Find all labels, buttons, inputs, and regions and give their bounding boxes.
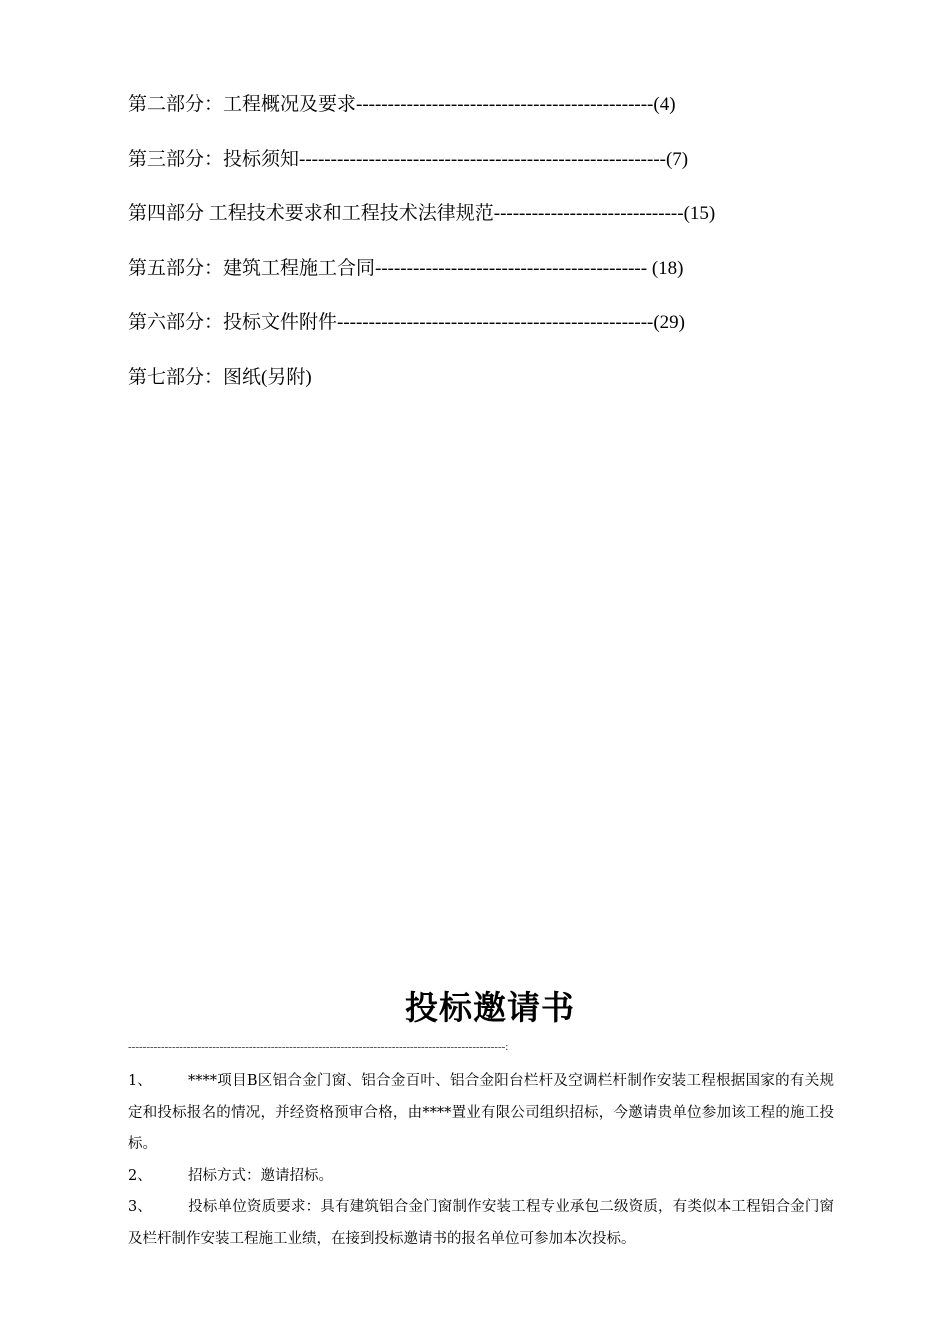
toc-entry-part-6: 第六部分：投标文件附件--------------------------------------------------(29)	[128, 312, 686, 333]
paragraph-number: 1、	[128, 1073, 152, 1089]
page-title: 投标邀请书	[405, 988, 575, 1027]
paragraph-1	[128, 1066, 834, 1161]
paragraph-text: 投标单位资质要求：具有建筑铝合金门窗制作安装工程专业承包二级资质，有类似本工程铝合金门窗及栏杆制作安装工程施工业绩，在接到投标邀请书的报名单位可参加本次投标。	[128, 1199, 834, 1247]
paragraph-2	[128, 1161, 834, 1193]
paragraph-3	[128, 1192, 834, 1255]
toc-entry-part-5: 第五部分：建筑工程施工合同------------------------------------------- (18)	[128, 257, 684, 279]
toc-entry-part-2: 第二部分：工程概况及要求-----------------------------------------------(4)	[128, 94, 676, 115]
paragraph-text: 招标方式：邀请招标。	[188, 1167, 333, 1184]
addressee-line: -------------------------------------------------------------------------------------------------------:	[128, 1041, 509, 1053]
paragraph-number: 3、	[128, 1199, 152, 1215]
toc-entry-part-4: 第四部分 工程技术要求和工程技术法律规范------------------------------(15)	[128, 203, 716, 224]
table-of-contents	[128, 90, 828, 417]
paragraph-text: ****项目B区铝合金门窗、铝合金百叶、铝合金阳台栏杆及空调栏杆制作安装工程根据国家的有关规定和投标报名的情况，并经资格预审合格，由****置业有限公司组织招标，今邀请贵单位参加该工程的施工投标。	[128, 1073, 834, 1152]
toc-entry-part-3: 第三部分：投标须知----------------------------------------------------------(7)	[128, 148, 689, 170]
paragraph-number: 2、	[128, 1167, 152, 1184]
invitation-body	[128, 1066, 834, 1255]
toc-entry-part-7: 第七部分：图纸(另附)	[128, 366, 312, 388]
